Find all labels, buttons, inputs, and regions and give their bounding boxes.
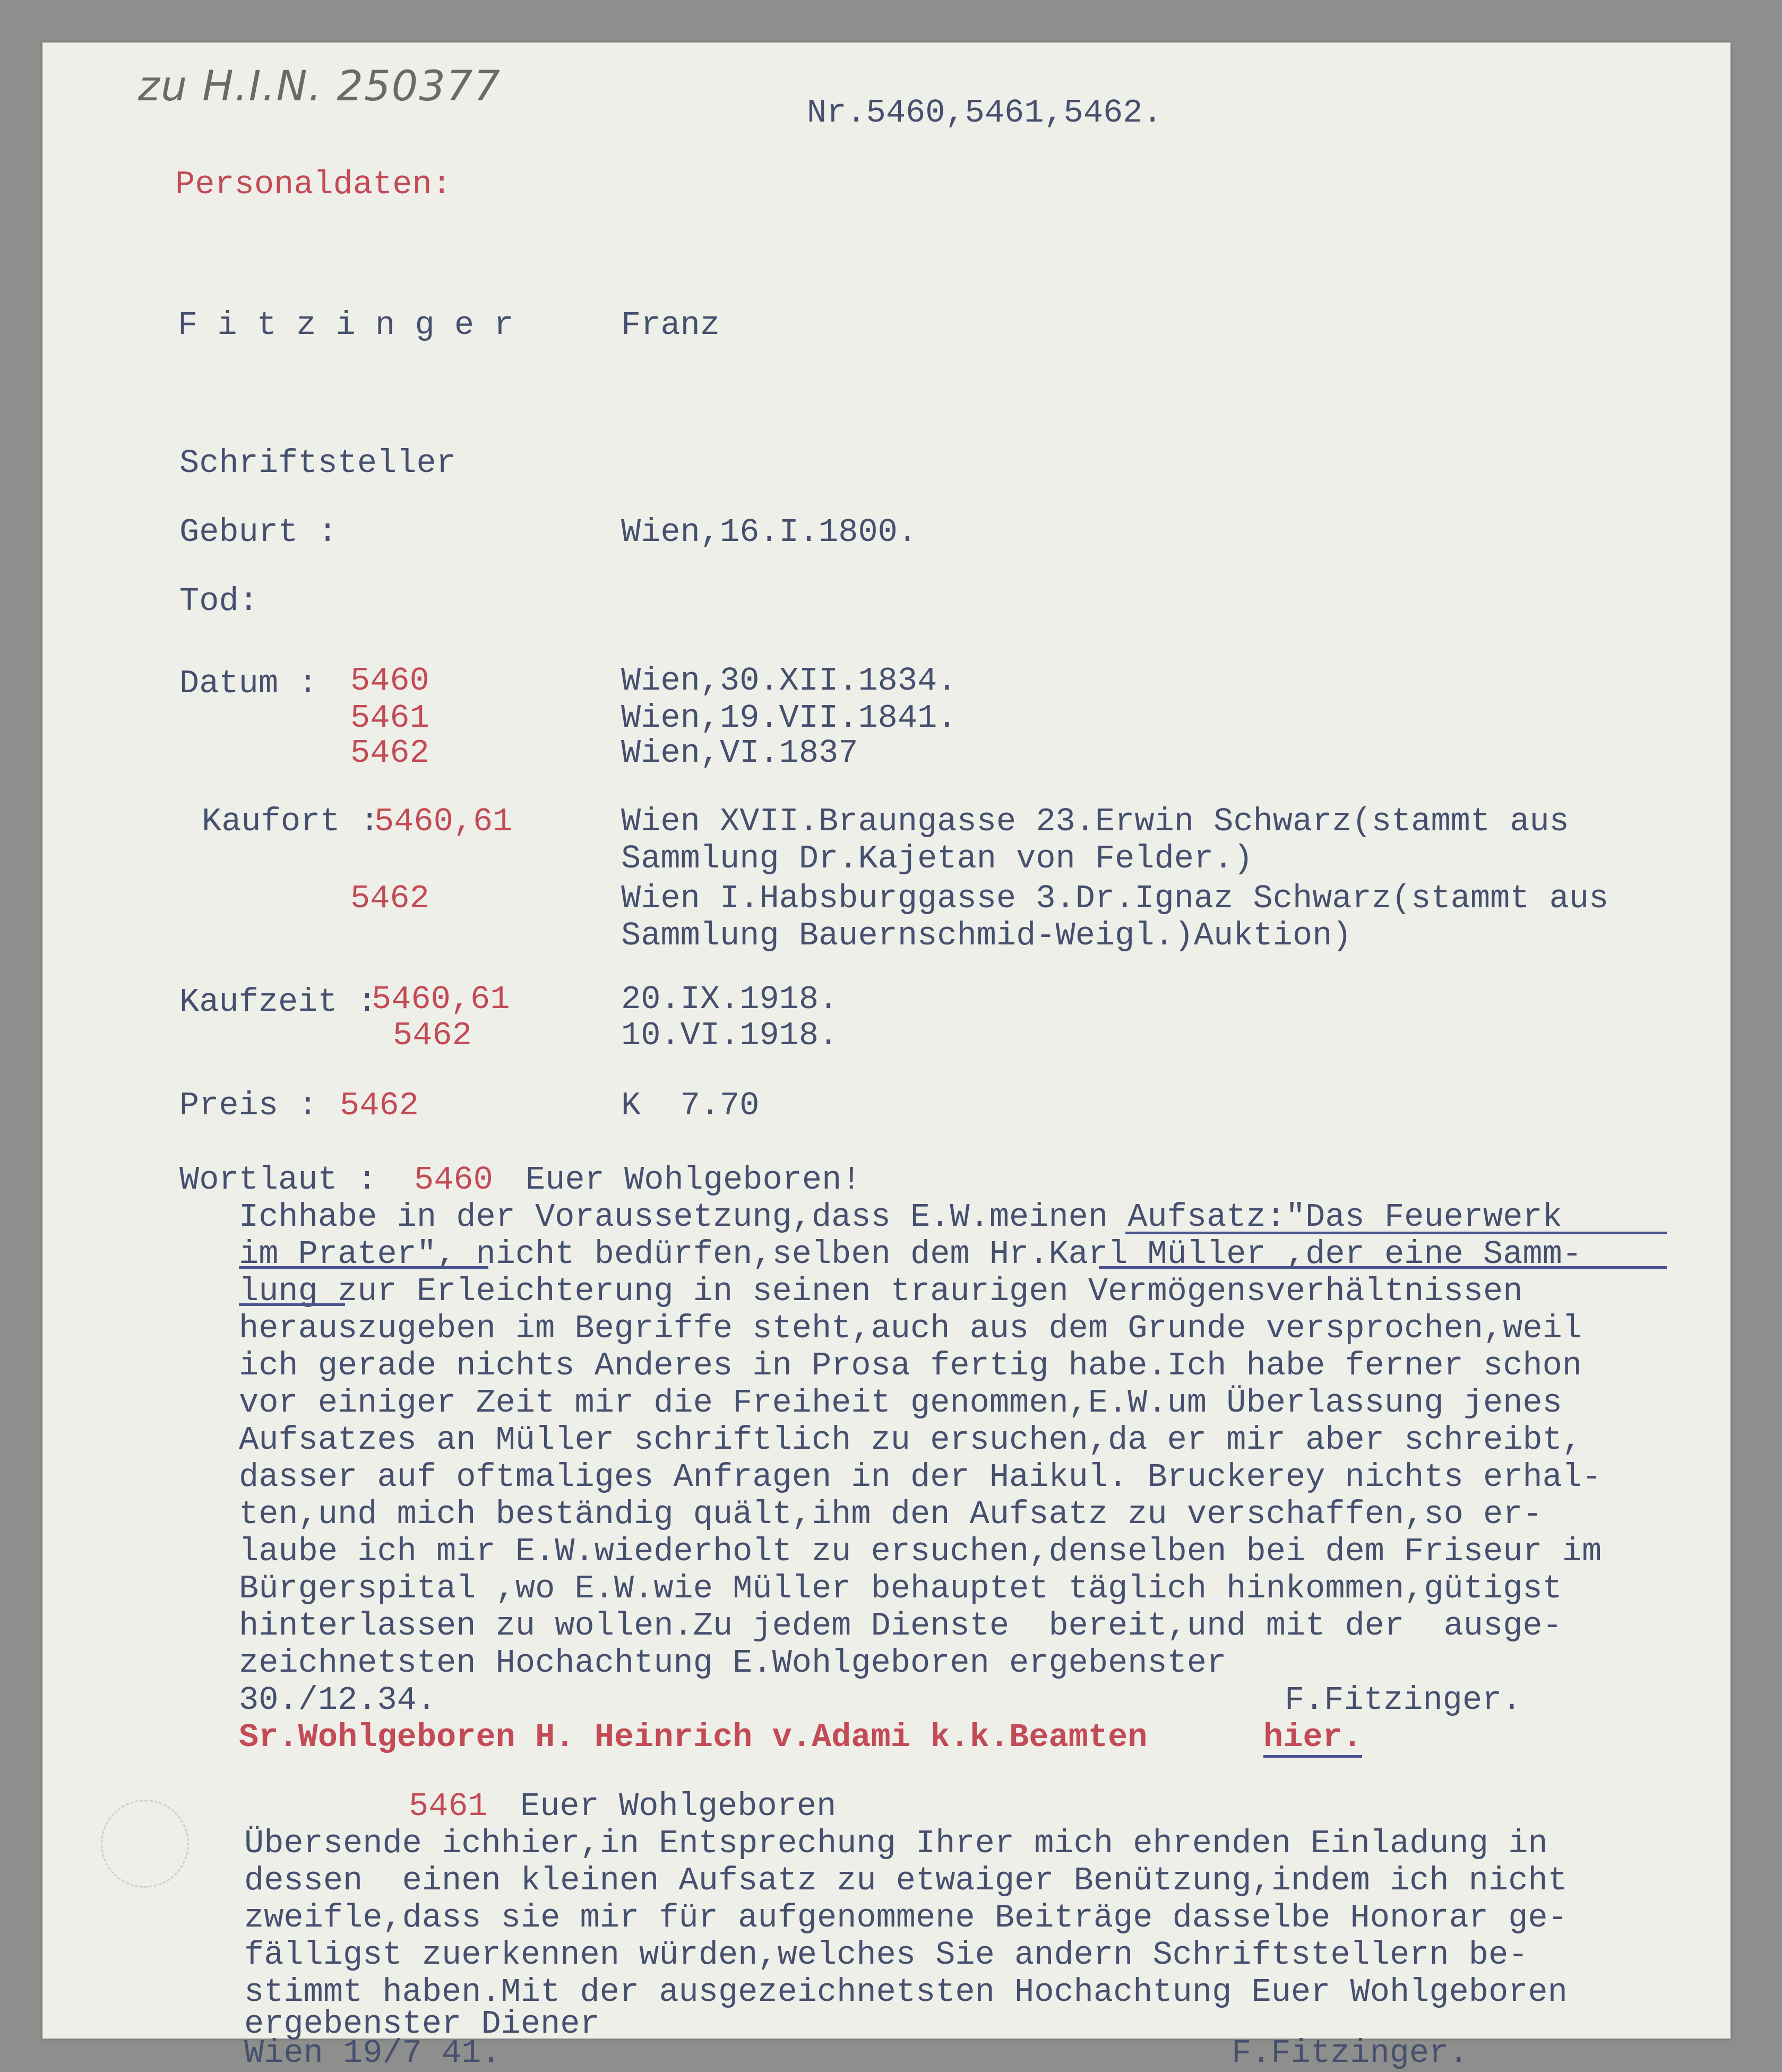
wortlaut-line: im Prater", nicht bedürfen,selben dem Hr.Karl Müller ,der eine Samm- xyxy=(239,1235,1582,1273)
wortlaut-line: herauszugeben im Begriffe steht,auch aus dem Grunde versprochen,weil xyxy=(239,1310,1582,1347)
wortlaut-line: lung zur Erleichterung in seinen traurigen Vermögensverhältnissen xyxy=(239,1273,1523,1310)
kaufzeit-label: Kaufzeit : xyxy=(179,983,377,1021)
datum-num-1: 5460 xyxy=(350,662,429,700)
kaufzeit-value-2: 10.VI.1918. xyxy=(621,1017,839,1054)
datum-value-1: Wien,30.XII.1834. xyxy=(621,662,957,700)
kaufort-num-1: 5460,61 xyxy=(374,803,513,840)
datum-num-3: 5462 xyxy=(350,734,429,772)
letter2-num: 5461 xyxy=(409,1787,488,1825)
kaufort-text-1-line-1: Wien XVII.Braungasse 23.Erwin Schwarz(stammt aus xyxy=(621,803,1569,840)
wortlaut-date: 30./12.34. xyxy=(239,1681,437,1719)
wortlaut-line: laube ich mir E.W.wiederholt zu ersuchen,denselben bei dem Friseur im xyxy=(239,1533,1602,1570)
birth-value: Wien,16.I.1800. xyxy=(621,513,918,551)
surname: F i t z i n g e r xyxy=(178,306,514,344)
wortlaut-line: ich gerade nichts Anderes in Prosa fertig habe.Ich habe ferner schon xyxy=(239,1347,1582,1385)
wortlaut-line: hinterlassen zu wollen.Zu jedem Dienste bereit,und mit der ausge- xyxy=(239,1607,1562,1645)
letter2-line: Übersende ichhier,in Entsprechung Ihrer mich ehrenden Einladung in xyxy=(244,1825,1548,1862)
section-title: Personaldaten: xyxy=(175,166,452,203)
wortlaut-line: Bürgerspital ,wo E.W.wie Müller behauptet täglich hinkommen,gütigst xyxy=(239,1570,1562,1607)
profession: Schriftsteller xyxy=(179,444,456,482)
datum-value-3: Wien,VI.1837 xyxy=(621,734,858,772)
letter2-line: fälligst zuerkennen würden,welches Sie andern Schriftstellern be- xyxy=(244,1936,1528,1974)
datum-num-2: 5461 xyxy=(350,699,429,737)
datum-value-2: Wien,19.VII.1841. xyxy=(621,699,957,737)
preis-num: 5462 xyxy=(340,1087,419,1124)
preis-value: K 7.70 xyxy=(621,1087,760,1124)
letter2-date: Wien 19/7 41. xyxy=(244,2034,501,2072)
handwritten-reference: zu H.I.N. 250377 xyxy=(138,63,502,110)
wortlaut-label: Wortlaut : xyxy=(179,1161,377,1199)
recipient-address: Sr.Wohlgeboren H. Heinrich v.Adami k.k.Beamten xyxy=(239,1718,1167,1756)
kaufort-text-1-line-2: Sammlung Dr.Kajetan von Felder.) xyxy=(621,840,1253,878)
preis-label: Preis : xyxy=(179,1087,318,1124)
letter2-signature: F.Fitzinger. xyxy=(1232,2034,1469,2072)
kaufzeit-num-2: 5462 xyxy=(393,1017,472,1054)
wortlaut-line: Aufsatzes an Müller schriftlich zu ersuchen,da er mir aber schreibt, xyxy=(239,1421,1582,1459)
archive-stamp xyxy=(101,1800,189,1888)
document-number: Nr.5460,5461,5462. xyxy=(807,94,1163,132)
letter2-line: stimmt haben.Mit der ausgezeichnetsten Hochachtung Euer Wohlgeboren xyxy=(244,1973,1568,2011)
kaufzeit-value-1: 20.IX.1918. xyxy=(621,981,839,1018)
kaufort-num-2: 5462 xyxy=(350,880,429,917)
wortlaut-signature: F.Fitzinger. xyxy=(1285,1681,1522,1719)
first-name: Franz xyxy=(621,306,720,344)
letter2-line: zweifle,dass sie mir für aufgenommene Beiträge dasselbe Honorar ge- xyxy=(244,1899,1568,1937)
wortlaut-line: ten,und mich beständig quält,ihm den Aufsatz zu verschaffen,so er- xyxy=(239,1495,1543,1533)
wortlaut-line: Ichhabe in der Voraussetzung,dass E.W.meinen Aufsatz:"Das Feuerwerk xyxy=(239,1198,1562,1236)
kaufort-text-2-line-2: Sammlung Bauernschmid-Weigl.)Auktion) xyxy=(621,917,1352,955)
wortlaut-salutation: Euer Wohlgeboren! xyxy=(526,1161,862,1199)
underline-mark xyxy=(1125,1232,1667,1234)
wortlaut-line: dasser auf oftmaliges Anfragen in der Haikul. Bruckerey nichts erhal- xyxy=(239,1458,1602,1496)
underline-mark xyxy=(239,1303,345,1306)
wortlaut-num: 5460 xyxy=(414,1161,493,1199)
birth-label: Geburt : xyxy=(179,513,338,551)
death-label: Tod: xyxy=(179,582,259,620)
wortlaut-line: zeichnetsten Hochachtung E.Wohlgeboren ergebenster xyxy=(239,1644,1227,1682)
kaufzeit-num-1: 5460,61 xyxy=(372,981,510,1018)
underline-mark xyxy=(1099,1266,1667,1269)
recipient-address-tail: hier. xyxy=(1263,1720,1362,1758)
document-page xyxy=(42,42,1731,2043)
wortlaut-line: vor einiger Zeit mir die Freiheit genommen,E.W.um Überlassung jenes xyxy=(239,1384,1562,1422)
letter2-line: dessen einen kleinen Aufsatz zu etwaiger Benützung,indem ich nicht xyxy=(244,1862,1568,1899)
letter2-salutation: Euer Wohlgeboren xyxy=(520,1787,837,1825)
letter2-line: ergebenster Diener xyxy=(244,2005,600,2043)
underline-mark xyxy=(239,1266,488,1269)
kaufort-text-2-line-1: Wien I.Habsburggasse 3.Dr.Ignaz Schwarz(stammt aus xyxy=(621,880,1609,917)
datum-label: Datum : xyxy=(179,665,318,702)
kaufort-label: Kaufort : xyxy=(202,803,380,840)
